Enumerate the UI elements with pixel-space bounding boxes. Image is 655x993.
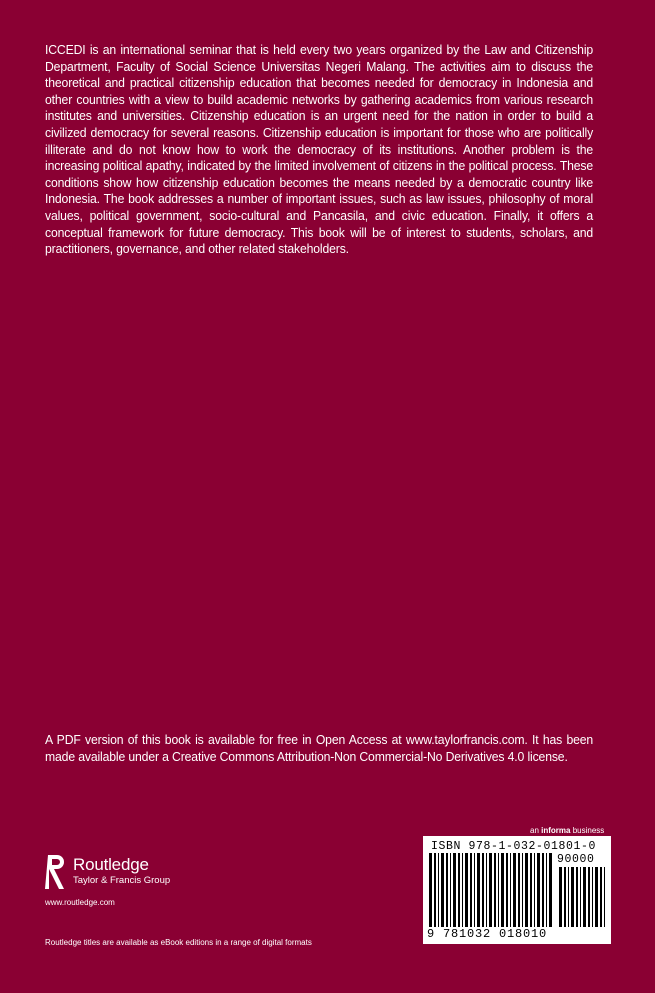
informa-brand: informa [541, 826, 571, 835]
ean-digits: 9 781032 018010 [427, 927, 548, 941]
publisher-logo [45, 853, 170, 891]
addon-barcode-bars [557, 867, 607, 927]
isbn-label: ISBN 978-1-032-01801-0 [431, 840, 597, 853]
ean-barcode-bars [427, 853, 553, 927]
informa-suffix: business [572, 826, 605, 835]
publisher-website: www.routledge.com [45, 898, 115, 907]
ebook-note: Routledge titles are available as eBook editions in a range of digital formats [45, 938, 312, 947]
publisher-name: Routledge [73, 855, 149, 874]
informa-prefix: an [530, 826, 539, 835]
publisher-group: Taylor & Francis Group [73, 875, 171, 886]
isbn-barcode [423, 836, 611, 944]
informa-tagline [530, 826, 604, 835]
back-cover-blurb: ICCEDI is an international seminar that is held every two years organized by the Law and Citizenship Department, Faculty of Social Science Universitas Negeri Malang. The activities aim to discuss the theoretical and practical citizenship education that becomes needed for democracy in Indonesia and other countries with a view to build academic networks by gathering academics from various research institutes and universities. Citizenship education is an urgent need for the nation in order to build a civilized democracy for several reasons. Citizenship education is important for those who are politically illiterate and do not know how to work the democracy of its institutions. Another problem is the increasing political apathy, indicated by the limited involvement of citizens in the political process. These conditions show how citizenship education becomes the means needed by a democratic country like Indonesia. The book addresses a number of important issues, such as law issues, philosophy of moral values, political government, socio-cultural and Pancasila, and civic education. Finally, it offers a conceptual framework for future democracy. This book will be of interest to students, scholars, and practitioners, governance, and other related stakeholders. [45, 43, 594, 257]
routledge-r-icon [45, 853, 67, 891]
price-code: 90000 [557, 853, 595, 866]
open-access-note: A PDF version of this book is available for free in Open Access at www.taylorfrancis.com. It has been made available under a Creative Commons Attribution-Non Commercial-No Derivatives 4.0 license. [45, 733, 594, 764]
